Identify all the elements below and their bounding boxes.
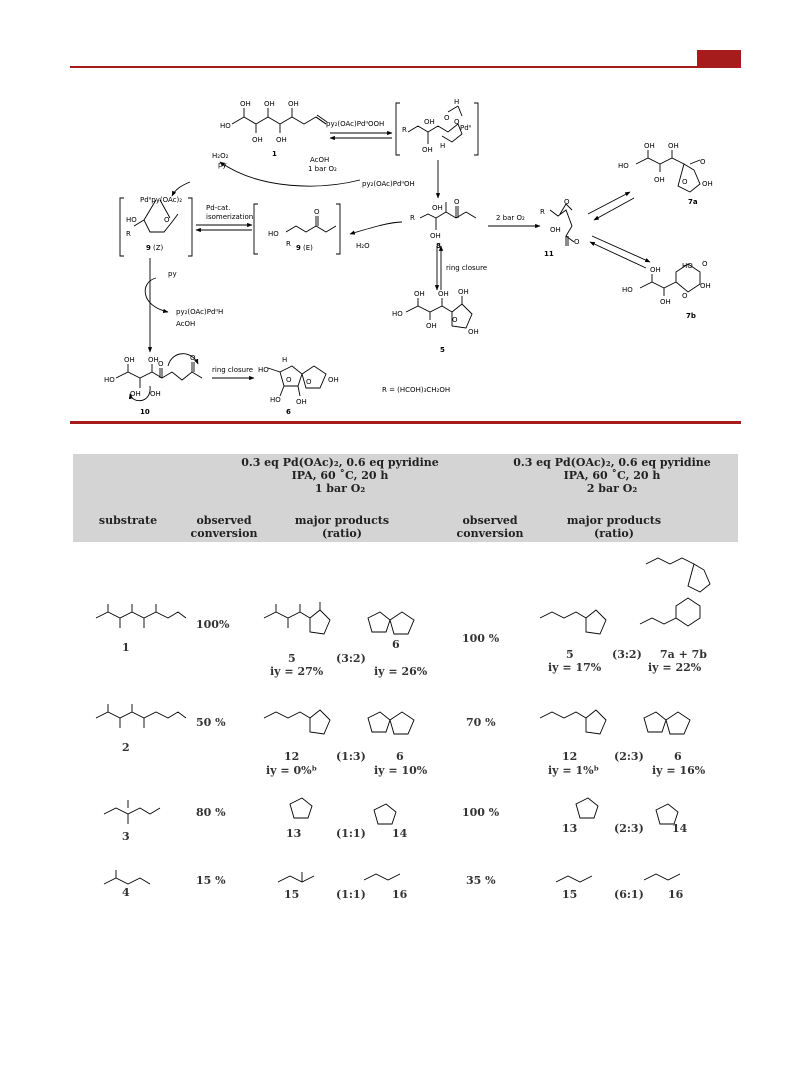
c10-oh-a: OH xyxy=(124,356,135,364)
row4-product-16b-skeleton xyxy=(644,874,680,880)
reagent-py-2: py xyxy=(168,270,177,278)
c5-number: 5 xyxy=(440,346,445,354)
c7b-ho: HO xyxy=(622,286,633,294)
row2-substrate: 2 xyxy=(122,741,130,754)
c9z-r: R xyxy=(126,230,131,238)
c6-number: 6 xyxy=(286,408,291,416)
pd-r: R xyxy=(402,126,407,134)
header-substrate: substrate xyxy=(98,514,158,527)
row3-ratio-2: (2:3) xyxy=(614,822,644,835)
c9e-ho: HO xyxy=(268,230,279,238)
row2-product-2b: 6 xyxy=(674,750,682,763)
c7a-oh-d: OH xyxy=(702,180,713,188)
c10-o-b: O xyxy=(190,354,196,362)
c7a-epoxide-o: O xyxy=(700,158,706,166)
c1-number: 1 xyxy=(272,150,277,158)
c1-oh-c: OH xyxy=(288,100,299,108)
c10-number: 10 xyxy=(140,408,150,416)
row3-product-2b: 14 xyxy=(672,822,688,835)
row3-product-13b-skeleton xyxy=(576,798,598,818)
condition-1-line-2: IPA, 60 ˚C, 20 h xyxy=(291,469,389,482)
c7b-oh-a: OH xyxy=(650,266,661,274)
row1-product-5-skeleton xyxy=(264,612,310,618)
row4-product-1b: 16 xyxy=(392,888,408,901)
c7a-number: 7a xyxy=(688,198,698,206)
row1-substrate-skeleton xyxy=(96,612,186,618)
pd-ii-label: Pdᴵᴵ xyxy=(460,124,472,132)
c7a-oh-c: OH xyxy=(654,176,665,184)
row4-product-2b: 16 xyxy=(668,888,684,901)
c5-oh-e: OH xyxy=(468,328,479,336)
row4-substrate-skeleton xyxy=(104,878,150,884)
c6-o-a: O xyxy=(286,376,292,384)
c7b-oh-c: OH xyxy=(700,282,711,290)
pd-o-a: O xyxy=(444,114,450,122)
row4-conversion-1: 15 % xyxy=(196,874,226,887)
row3-conversion-1: 80 % xyxy=(196,806,226,819)
c9z-number: 9 xyxy=(146,244,151,252)
row1-yield-2a: iy = 17% xyxy=(548,661,602,674)
c1-oh-e: OH xyxy=(276,136,287,144)
c8-oh-top: OH xyxy=(432,204,443,212)
row2-product-6b-skeleton xyxy=(644,712,666,732)
condition-2-line-3: 2 bar O₂ xyxy=(586,482,638,495)
c7b-ho-ring: HO xyxy=(682,262,693,270)
c9z-geometry: (Z) xyxy=(153,244,164,252)
row2-substrate-skeleton xyxy=(96,712,186,718)
row4-ratio-2: (6:1) xyxy=(614,888,644,901)
c1-oh-b: OH xyxy=(264,100,275,108)
c9e-geometry: (E) xyxy=(303,244,313,252)
c9e-o: O xyxy=(314,208,320,216)
row1-product-7a-skeleton xyxy=(646,558,694,564)
row3-product-14-skeleton xyxy=(374,804,396,824)
c10-oh-b: OH xyxy=(148,356,159,364)
row2-yield-1a: iy = 0%ᵇ xyxy=(266,764,318,777)
row3-product-14b-skeleton xyxy=(656,804,678,824)
c6-ho-b: HO xyxy=(270,396,281,404)
c5-oh-b: OH xyxy=(438,290,449,298)
row1-yield-2b: iy = 22% xyxy=(648,661,702,674)
row1-conversion-2: 100 % xyxy=(462,632,500,645)
row1-product-2b: 7a + 7b xyxy=(660,648,708,661)
header-products-1: major products (ratio) xyxy=(294,514,390,540)
c8-oh-bottom: OH xyxy=(430,232,441,240)
reagent-pd-cat: Pd-cat. xyxy=(206,204,231,212)
c11-number: 11 xyxy=(544,250,554,258)
row2-conversion-2: 70 % xyxy=(466,716,496,729)
reagent-o2-2bar: 2 bar O₂ xyxy=(496,214,525,222)
reagent-acoh: AcOH xyxy=(310,156,330,164)
reagent-ring-closure: ring closure xyxy=(446,264,488,272)
c6-ho: HO xyxy=(258,366,269,374)
reagent-h2o: H₂O xyxy=(356,242,370,250)
c7b-epoxide-o: O xyxy=(702,260,708,268)
row1-ratio-1: (3:2) xyxy=(336,652,366,665)
row2-ratio-1: (1:3) xyxy=(336,750,366,763)
c7a-oh-b: OH xyxy=(668,142,679,150)
row1-product-1a: 5 xyxy=(288,652,296,665)
reagent-isomerization: isomerization xyxy=(206,213,254,221)
header-conversion-1: observed conversion xyxy=(190,514,258,540)
row1-ratio-2: (3:2) xyxy=(612,648,642,661)
row4-product-1a: 15 xyxy=(284,888,300,901)
row3-product-2a: 13 xyxy=(562,822,578,835)
c1-oh-d: OH xyxy=(252,136,263,144)
row4-ratio-1: (1:1) xyxy=(336,888,366,901)
row1-product-2a: 5 xyxy=(566,648,574,661)
row3-product-1b: 14 xyxy=(392,827,408,840)
row2-yield-2a: iy = 1%ᵇ xyxy=(548,764,600,777)
reagent-acoh-2: AcOH xyxy=(176,320,196,328)
condition-1-line-1: 0.3 eq Pd(OAc)₂, 0.6 eq pyridine xyxy=(241,456,439,469)
pd-oh-bottom: OH xyxy=(422,146,433,154)
pd-h-bottom: H xyxy=(440,142,446,150)
row2-conversion-1: 50 % xyxy=(196,716,226,729)
c7b-oh-b: OH xyxy=(660,298,671,306)
c5-o: O xyxy=(452,316,458,324)
pd-complex-label: Pdᴵᴵpy(OAc)₂ xyxy=(140,196,183,204)
row1-yield-1a: iy = 27% xyxy=(270,665,324,678)
reagent-py: py xyxy=(218,161,227,169)
c10-o-a: O xyxy=(158,360,164,368)
c8-r: R xyxy=(410,214,415,222)
header-conversion-2: observed conversion xyxy=(456,514,524,540)
reagent-pd-ooh: py₂(OAc)PdᴵᴵOOH xyxy=(326,120,385,128)
row1-product-6-skeleton xyxy=(368,612,390,632)
row4-conversion-2: 35 % xyxy=(466,874,496,887)
c11-o: O xyxy=(574,238,580,246)
c10-oh-d: OH xyxy=(150,390,161,398)
row3-product-1a: 13 xyxy=(286,827,302,840)
c8-o: O xyxy=(454,198,460,206)
row1-conversion-1: 100% xyxy=(196,618,230,631)
c10-ho: HO xyxy=(104,376,115,384)
row1-product-1b: 6 xyxy=(392,638,400,651)
row3-substrate-skeleton xyxy=(104,808,160,814)
pd-o-b: O xyxy=(454,118,460,126)
c11-epoxide-o: O xyxy=(564,198,570,206)
row2-yield-2b: iy = 16% xyxy=(652,764,706,777)
c6-oh-a: OH xyxy=(296,398,307,406)
row2-product-12-skeleton xyxy=(264,712,310,718)
c5-oh-a: OH xyxy=(414,290,425,298)
row1-substrate: 1 xyxy=(122,641,130,654)
row1-yield-1b: iy = 26% xyxy=(374,665,428,678)
c1-oh-a: OH xyxy=(240,100,251,108)
c10-oh-c: OH xyxy=(130,390,141,398)
row2-product-1b: 6 xyxy=(396,750,404,763)
row2-yield-1b: iy = 10% xyxy=(374,764,428,777)
c9z-ho: HO xyxy=(126,216,137,224)
row4-substrate: 4 xyxy=(122,886,130,899)
row3-ratio-1: (1:1) xyxy=(336,827,366,840)
pd-h-top: H xyxy=(454,98,460,106)
c9z-o: O xyxy=(164,216,170,224)
c9e-r: R xyxy=(286,240,291,248)
reagent-o2-1bar: 1 bar O₂ xyxy=(308,165,337,173)
row4-product-15-skeleton xyxy=(278,876,314,882)
row4-product-15b-skeleton xyxy=(556,876,592,882)
pd-oh-top: OH xyxy=(424,118,435,126)
c9e-number: 9 xyxy=(296,244,301,252)
c7a-oh-a: OH xyxy=(644,142,655,150)
c11-r: R xyxy=(540,208,545,216)
c7a-ho: HO xyxy=(618,162,629,170)
c8-number: 8 xyxy=(436,242,441,250)
row2-product-1a: 12 xyxy=(284,750,300,763)
c7a-o: O xyxy=(682,178,688,186)
row2-product-12b-skeleton xyxy=(540,712,586,718)
condition-2-line-2: IPA, 60 ˚C, 20 h xyxy=(563,469,661,482)
reagent-h2o2: H₂O₂ xyxy=(212,152,229,160)
condition-1-line-3: 1 bar O₂ xyxy=(314,482,366,495)
c7b-o: O xyxy=(682,292,688,300)
c6-o-b: O xyxy=(306,378,312,386)
condition-2-line-1: 0.3 eq Pd(OAc)₂, 0.6 eq pyridine xyxy=(513,456,711,469)
row4-product-16-skeleton xyxy=(364,874,400,880)
c5-ho: HO xyxy=(392,310,403,318)
row3-conversion-2: 100 % xyxy=(462,806,500,819)
reagent-pd-oh: py₂(OAc)PdᴵᴵOH xyxy=(362,180,415,188)
c11-oh: OH xyxy=(550,226,561,234)
row3-product-13-skeleton xyxy=(290,798,312,818)
row2-product-6-skeleton xyxy=(368,712,390,732)
c6-h: H xyxy=(282,356,288,364)
reagent-ring-closure-2: ring closure xyxy=(212,366,254,374)
c5-oh-c: OH xyxy=(458,288,469,296)
row2-product-2a: 12 xyxy=(562,750,578,763)
c6-oh-b: OH xyxy=(328,376,339,384)
c1-ho: HO xyxy=(220,122,231,130)
c7b-number: 7b xyxy=(686,312,696,320)
r-group-note: R = (HCOH)₃CH₂OH xyxy=(382,386,451,394)
row1-product-5b-skeleton xyxy=(540,612,586,618)
row1-product-7b-skeleton xyxy=(640,618,676,624)
reagent-pd-h: py₂(OAc)PdᴵᴵH xyxy=(176,308,224,316)
row3-substrate: 3 xyxy=(122,830,130,843)
c5-oh-d: OH xyxy=(426,322,437,330)
row2-ratio-2: (2:3) xyxy=(614,750,644,763)
row4-product-2a: 15 xyxy=(562,888,578,901)
header-products-2: major products (ratio) xyxy=(566,514,662,540)
